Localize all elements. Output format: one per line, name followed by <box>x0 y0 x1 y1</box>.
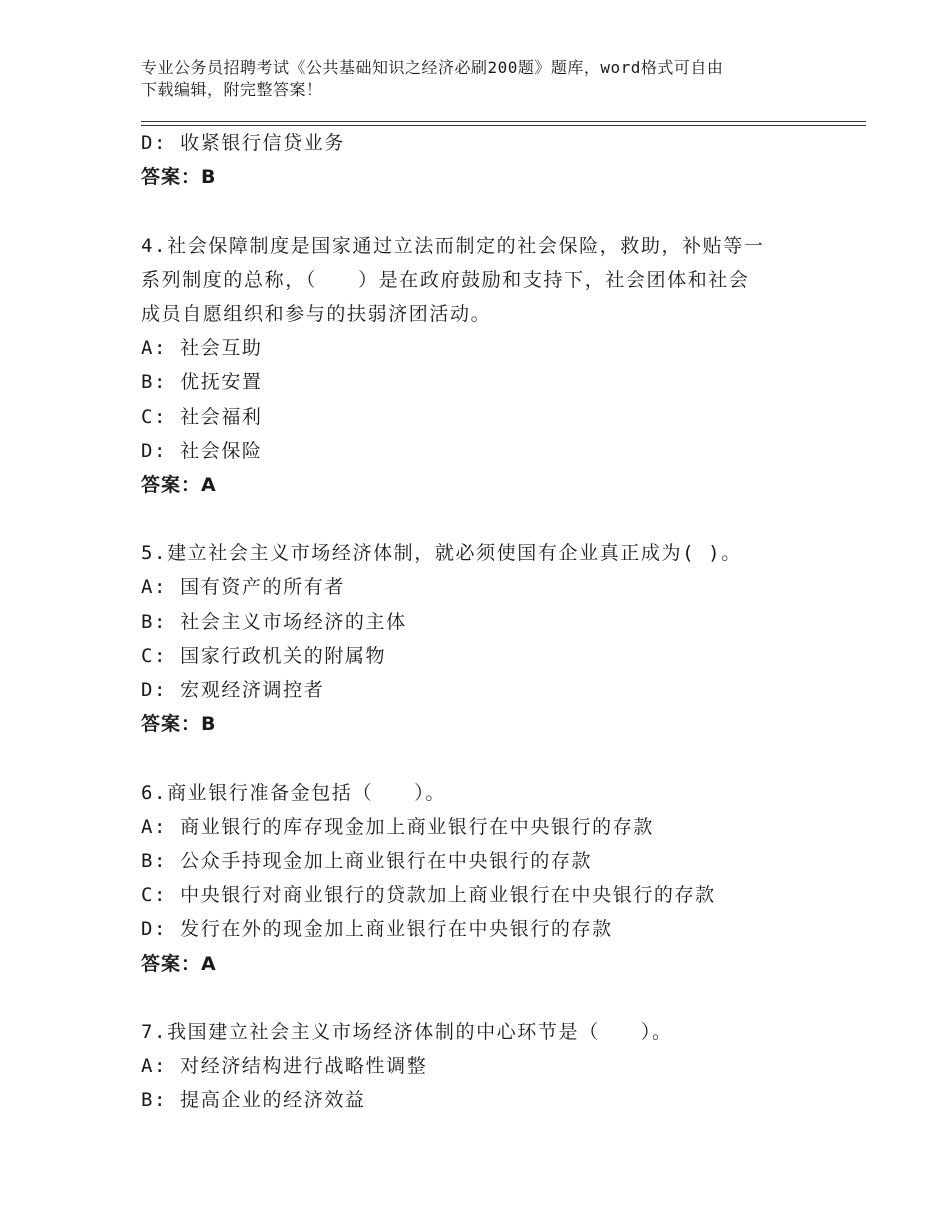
q5-option-b: B: 社会主义市场经济的主体 <box>141 610 407 633</box>
q5-option-a: A: 国有资产的所有者 <box>141 576 345 599</box>
q6-option-b: B: 公众手持现金加上商业银行在中央银行的存款 <box>141 849 593 872</box>
spacer <box>141 981 841 1015</box>
q5-stem: 5.建立社会主义市场经济体制，就必须使国有企业真正成为( )。 <box>141 542 742 565</box>
q6-answer: 答案：A <box>141 952 217 975</box>
q4-stem-line-3: 成员自愿组织和参与的扶弱济团活动。 <box>141 302 492 325</box>
question-3-tail <box>141 126 841 194</box>
q4-stem-line-1: 4.社会保障制度是国家通过立法而制定的社会保险，救助，补贴等一 <box>141 234 765 257</box>
header-divider-top <box>141 121 866 122</box>
q3-option-d: D: 收紧银行信贷业务 <box>141 132 345 154</box>
question-list <box>141 126 841 1117</box>
q6-option-a: A: 商业银行的库存现金加上商业银行在中央银行的存款 <box>141 815 654 838</box>
q3-answer: 答案：B <box>141 166 217 189</box>
q5-option-d: D: 宏观经济调控者 <box>141 679 325 701</box>
document-header: 专业公务员招聘考试《公共基础知识之经济必刷200题》题库，word格式可自由 下载编辑，附完整答案！ <box>141 58 724 99</box>
question-6 <box>141 776 841 981</box>
q4-option-d: D: 社会保险 <box>141 439 263 462</box>
q4-option-c: C: 社会福利 <box>141 405 263 428</box>
spacer <box>141 194 841 228</box>
q4-answer: 答案：A <box>141 473 217 496</box>
q7-option-a: A: 对经济结构进行战略性调整 <box>141 1055 428 1078</box>
question-7 <box>141 1015 841 1118</box>
q4-stem-line-2: 系列制度的总称，（ ）是在政府鼓励和支持下，社会团体和社会 <box>141 268 750 291</box>
q6-option-c: C: 中央银行对商业银行的贷款加上商业银行在中央银行的存款 <box>141 884 716 907</box>
q4-option-b: B: 优抚安置 <box>141 371 263 394</box>
spacer <box>141 502 841 536</box>
question-4 <box>141 229 841 503</box>
question-5 <box>141 536 841 741</box>
q7-option-b: B: 提高企业的经济效益 <box>141 1089 366 1112</box>
q6-option-d: D: 发行在外的现金加上商业银行在中央银行的存款 <box>141 918 613 941</box>
q5-answer: 答案：B <box>141 713 217 736</box>
q4-option-a: A: 社会互助 <box>141 337 263 360</box>
spacer <box>141 741 841 775</box>
q6-stem: 6.商业银行准备金包括（ ）。 <box>141 781 446 804</box>
q7-stem: 7.我国建立社会主义市场经济体制的中心环节是（ ）。 <box>141 1020 673 1043</box>
q5-option-c: C: 国家行政机关的附属物 <box>141 644 387 667</box>
